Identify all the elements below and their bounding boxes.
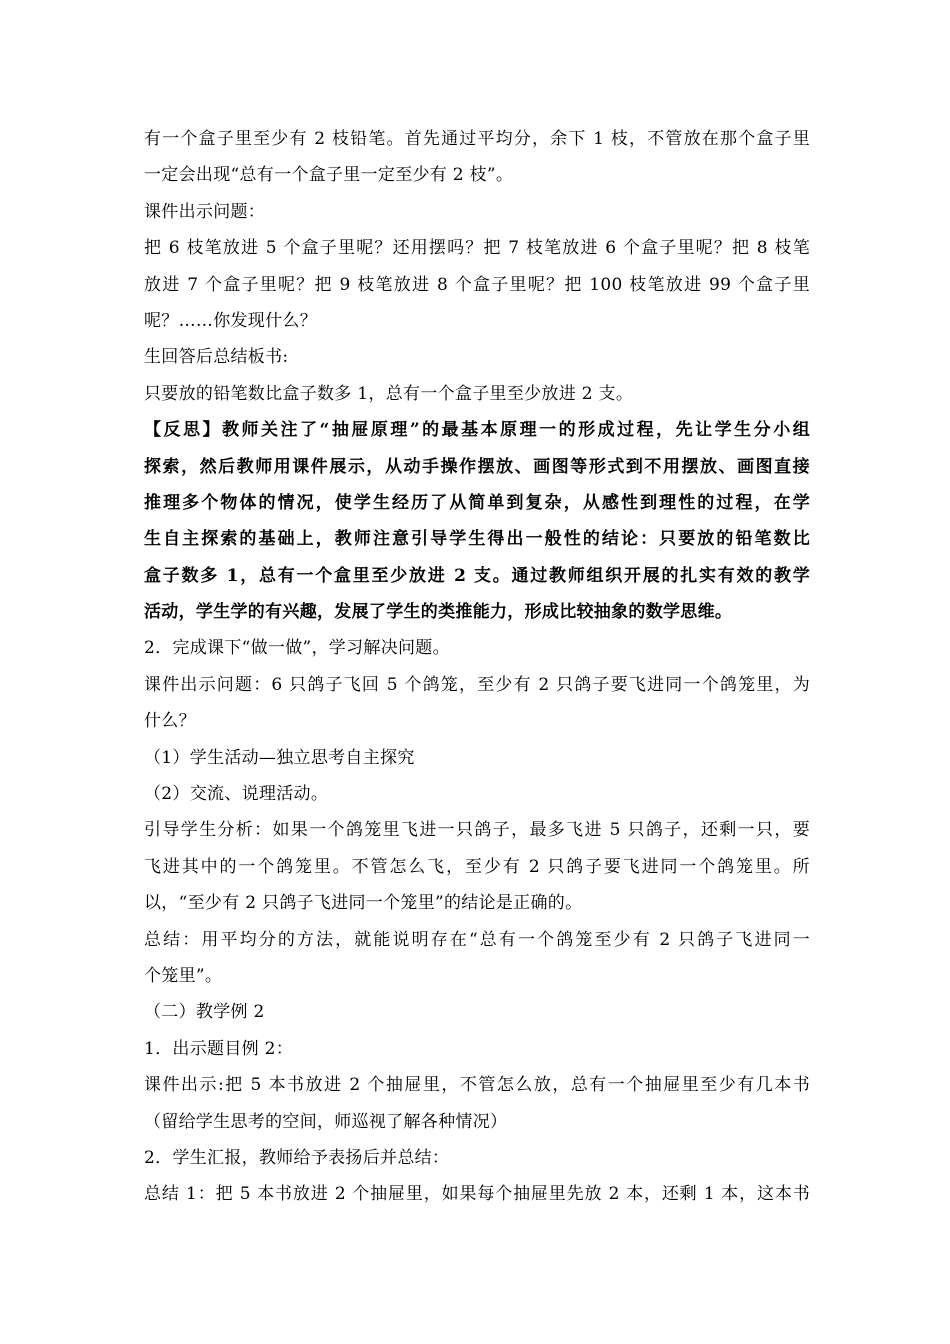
text-line: 引导学生分析：如果一个鸽笼里飞进一只鸽子，最多飞进 5 只鸽子，还剩一只，要 — [144, 820, 810, 841]
text-line: 生回答后总结板书: — [144, 347, 289, 368]
text-line: 什么？ — [144, 711, 196, 732]
text-line: 课件出示问题： — [144, 201, 266, 222]
text-line: （1）学生活动—独立思考自主探究 — [144, 747, 415, 768]
text-line: 课件出示问题：6 只鸽子飞回 5 个鸽笼，至少有 2 只鸽子要飞进同一个鸽笼里，为 — [144, 674, 810, 695]
text-line: （留给学生思考的空间，师巡视了解各种情况） — [144, 1111, 508, 1132]
text-line: 一定会出现“总有一个盒子里一定至少有 2 枝”。 — [144, 165, 514, 186]
text-line: 把 6 枝笔放进 5 个盒子里呢？还用摆吗？把 7 枝笔放进 6 个盒子里呢？把 8 枝笔 — [144, 238, 810, 259]
reflection-line: 探索，然后教师用课件展示，从动手操作摆放、画图等形式到不用摆放、画图直接 — [144, 456, 810, 477]
text-line: 以，“至少有 2 只鸽子飞进同一个笼里”的结论是正确的。 — [144, 893, 583, 914]
reflection-line: 活动，学生学的有兴趣，发展了学生的类推能力，形成比较抽象的数学思维。 — [144, 602, 733, 623]
text-line: 飞进其中的一个鸽笼里。不管怎么飞，至少有 2 只鸽子要飞进同一个鸽笼里。所 — [144, 856, 810, 877]
text-line: 有一个盒子里至少有 2 枝铅笔。首先通过平均分，余下 1 枝，不管放在那个盒子里 — [144, 129, 810, 149]
text-line: 只要放的铅笔数比盒子数多 1，总有一个盒子里至少放进 2 支。 — [144, 383, 634, 404]
reflection-line: 生自主探索的基础上，教师注意引导学生得出一般性的结论：只要放的铅笔数比 — [144, 529, 810, 550]
text-line: 课件出示:把 5 本书放进 2 个抽屉里，不管怎么放，总有一个抽屉里至少有几本书 — [144, 1075, 810, 1096]
text-line: 2．学生汇报，教师给予表扬后并总结： — [144, 1147, 450, 1168]
reflection-line: 推理多个物体的情况，使学生经历了从简单到复杂，从感性到理性的过程，在学 — [144, 492, 810, 513]
document-body — [144, 121, 810, 1213]
text-line: 1．出示题目例 2： — [144, 1038, 294, 1059]
text-line: 总结 1：把 5 本书放进 2 个抽屉里，如果每个抽屉里先放 2 本，还剩 1 本，这本书 — [144, 1184, 810, 1205]
text-line: 个笼里”。 — [144, 965, 223, 986]
text-line: 呢？……你发现什么？ — [144, 310, 317, 331]
text-line: 放进 7 个盒子里呢？把 9 枝笔放进 8 个盒子里呢？把 100 枝笔放进 99 个盒子里 — [144, 274, 810, 295]
section-heading: （二）教学例 2 — [144, 1002, 265, 1023]
text-line: 总结：用平均分的方法，就能说明存在“总有一个鸽笼至少有 2 只鸽子飞进同一 — [144, 929, 810, 950]
text-line: （2）交流、说理活动。 — [144, 784, 329, 805]
reflection-line: 【反思】教师关注了“抽屉原理”的最基本原理一的形成过程，先让学生分小组 — [144, 420, 810, 441]
reflection-line: 盒子数多 1，总有一个盒里至少放进 2 支。通过教师组织开展的扎实有效的教学 — [144, 565, 810, 586]
text-line: 2．完成课下“做一做”，学习解决问题。 — [144, 638, 450, 659]
